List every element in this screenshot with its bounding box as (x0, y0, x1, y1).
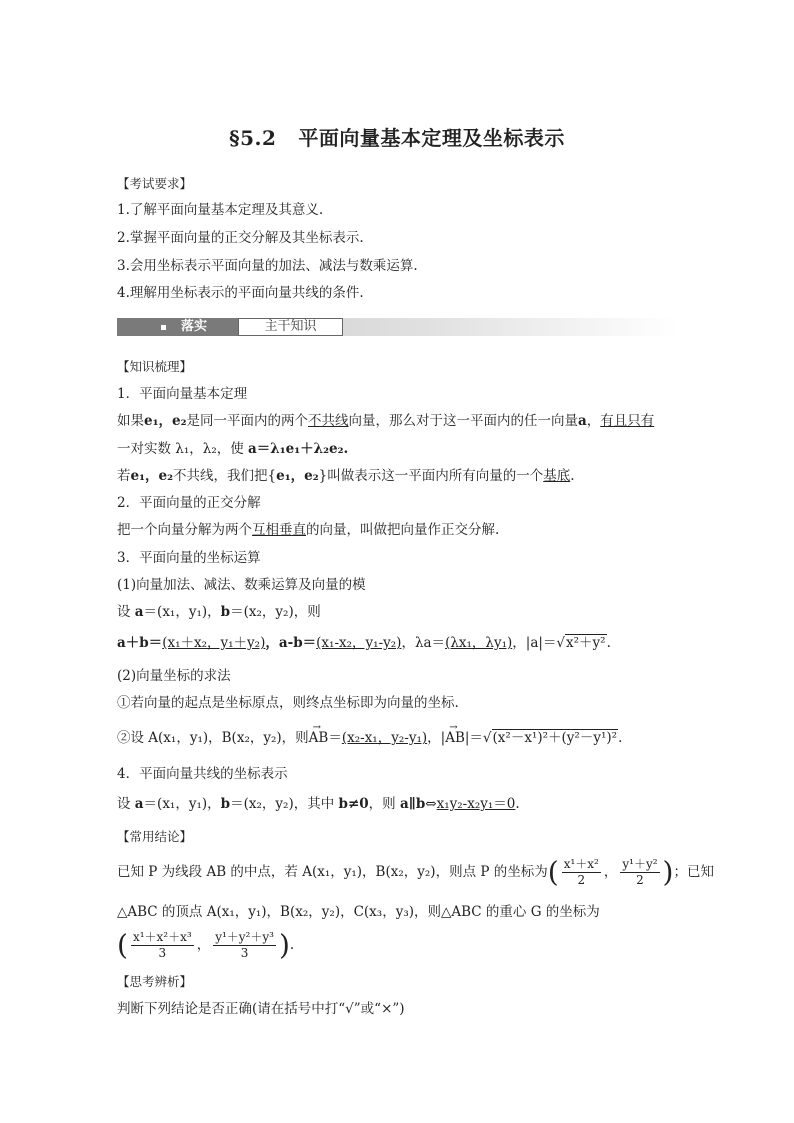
add-label: a＋b＝ (117, 635, 163, 651)
s2-para (117, 521, 687, 539)
text: ，| (427, 730, 446, 746)
exam-header: 【考试要求】 (117, 176, 193, 191)
vector-symbol: e₁，e₂ (144, 413, 187, 429)
text: ＝(x₁，y₁)， (143, 796, 221, 812)
equation: a＝λ₁e₁＋λ₂e₂. (248, 441, 349, 457)
left-paren: ( (547, 855, 559, 889)
text: 设 (117, 796, 135, 812)
text: 如果 (117, 413, 144, 429)
banner-left-label: 落实 (181, 319, 208, 334)
numerator: x¹＋x²＋x³ (132, 930, 192, 944)
vector-symbol: b (220, 604, 231, 620)
think-header: 【思考辨析】 (117, 974, 193, 989)
title-text: 平面向量基本定理及坐标表示 (298, 126, 565, 150)
s1-para-3 (117, 467, 687, 485)
fraction (131, 930, 194, 961)
text: . (618, 730, 623, 746)
page-title (0, 122, 794, 151)
think-para: 判断下列结论是否正确(请在括号中打“√”或“×”) (117, 1001, 405, 1017)
text: ；已知 (673, 864, 714, 880)
text: 向量，那么对于这一平面内的任一向量 (348, 413, 579, 429)
collinear-answer: x₁y₂-x₂y₁＝0 (436, 796, 516, 812)
common-header: 【常用结论】 (117, 829, 193, 844)
exam-item-3: 3.会用坐标表示平面向量的加法、减法与数乘运算. (117, 258, 418, 274)
s1-title: 1．平面向量基本定理 (117, 386, 248, 402)
vector-ab: → AB (445, 729, 465, 747)
text: 把一个向量分解为两个 (117, 522, 252, 538)
text: 若 (117, 468, 131, 484)
s4-title: 4．平面向量共线的坐标表示 (117, 766, 288, 782)
text: 不共线，我们把{ (173, 468, 277, 484)
condition: b≠0 (338, 796, 369, 812)
text: 是同一平面内的两个 (186, 413, 309, 429)
blank-answer: 互相垂直 (252, 522, 306, 538)
common-para-3: ( $\frac{\text{x¹＋x²＋x³}}{3}$ ， $\frac{\text{y¹＋y²＋y³}}{3}$ ). (117, 928, 295, 962)
banner-left (117, 318, 238, 336)
text: ，则 (368, 796, 400, 812)
vector-symbol: e₁，e₂ (276, 468, 319, 484)
vector-symbol: a (578, 413, 587, 429)
left-paren: ( (117, 928, 128, 962)
text: |＝√ (464, 730, 492, 746)
s2-title: 2．平面向量的正交分解 (117, 495, 261, 511)
text: 设 (117, 604, 135, 620)
section-banner (117, 318, 677, 336)
s3-title: 3．平面向量的坐标运算 (117, 550, 261, 566)
ab-length-answer: (x²－x¹)²＋(y²－y¹)² (492, 730, 618, 746)
mod-answer: x²＋y² (566, 635, 606, 651)
text: }叫做表示这一平面内所有向量的一个 (318, 468, 544, 484)
add-answer: (x₁＋x₂，y₁＋y₂) (162, 635, 266, 651)
mul-label: ，λa＝ (401, 635, 446, 651)
square-icon (161, 325, 166, 330)
denominator: 3 (158, 946, 167, 960)
s3-ops (117, 634, 687, 652)
denominator: 2 (636, 873, 644, 887)
s3-c1: ①若向量的起点是坐标原点，则终点坐标即为向量的坐标. (117, 695, 459, 711)
s4-para (117, 795, 687, 813)
vector-symbol: b (220, 796, 231, 812)
text: ＝(x₁，y₁)， (143, 604, 221, 620)
exam-item-4: 4.理解用坐标表示的平面向量共线的条件. (117, 285, 364, 301)
right-paren: ) (662, 855, 674, 889)
mul-answer: (λx₁，λy₁) (445, 635, 513, 651)
denominator: 2 (577, 873, 586, 887)
banner-right-label: 主干知识 (238, 318, 343, 336)
s3-c2 (117, 729, 687, 747)
s1-para-1 (117, 412, 687, 430)
fraction (213, 930, 276, 961)
fraction (562, 857, 601, 888)
text: . (515, 796, 520, 812)
mod-label: ，|a|＝√ (512, 635, 566, 651)
text: 一对实数 λ₁，λ₂，使 (117, 441, 249, 457)
vector-ab: → AB (309, 729, 329, 747)
denominator: 3 (240, 946, 249, 960)
text: ⇔ (425, 796, 437, 812)
text: ②设 A(x₁，y₁)，B(x₂，y₂)，则 (117, 730, 309, 746)
vector-symbol: e₁，e₂ (130, 468, 174, 484)
vector-symbol: a (134, 796, 144, 812)
text: ＝(x₂，y₂)，则 (230, 604, 321, 620)
s1-para-2 (117, 440, 687, 458)
text: ， (586, 413, 601, 429)
section-number: §5.2 (229, 126, 277, 150)
exam-item-1: 1.了解平面向量基本定理及其意义. (117, 202, 324, 218)
numerator: y¹＋y² (622, 857, 658, 871)
text: ＝ (328, 730, 342, 746)
text: 已知 P 为线段 AB 的中点，若 A(x₁，y₁)，B(x₂，y₂)，则点 P 的坐标为 (117, 864, 548, 880)
right-paren: ) (278, 928, 290, 962)
blank-answer: 有且只有 (600, 413, 655, 429)
blank-answer: 基底 (543, 468, 571, 484)
blank-answer: 不共线 (308, 413, 349, 429)
common-para-2: △ABC 的顶点 A(x₁，y₁)，B(x₂，y₂)，C(x₃，y₃)，则△ABC 的重心 G 的坐标为 (117, 904, 600, 920)
text: . (289, 937, 295, 953)
ab-answer: (x₂-x₁，y₂-y₁) (341, 730, 428, 746)
numerator: x¹＋x² (563, 857, 599, 871)
knowledge-header: 【知识梳理】 (117, 359, 193, 374)
text: . (570, 468, 575, 484)
text: ＝(x₂，y₂)，其中 (230, 796, 339, 812)
common-para-1: 已知 P 为线段 AB 的中点，若 A(x₁，y₁)，B(x₂，y₂)，则点 P 的坐标为( $\frac{\text{x¹＋x²}}{2}$ ， $\frac{\text{y¹＋y²}}{2}$ )；已知 (117, 855, 714, 889)
sub-answer: (x₁-x₂，y₁-y₂) (316, 635, 402, 651)
text: . (606, 635, 611, 651)
s3-sub1: (1)向量加法、减法、数乘运算及向量的模 (117, 577, 366, 593)
vector-symbol: a (134, 604, 144, 620)
s3-sub2: (2)向量坐标的求法 (117, 668, 231, 684)
parallel-symbol: a∥b (399, 796, 426, 812)
sub-label: ，a-b＝ (265, 635, 317, 651)
exam-item-2: 2.掌握平面向量的正交分解及其坐标表示. (117, 230, 364, 246)
text: 的向量，叫做把向量作正交分解. (306, 522, 500, 538)
s3-set (117, 603, 687, 621)
numerator: y¹＋y²＋y³ (215, 930, 274, 944)
fraction (620, 857, 659, 888)
